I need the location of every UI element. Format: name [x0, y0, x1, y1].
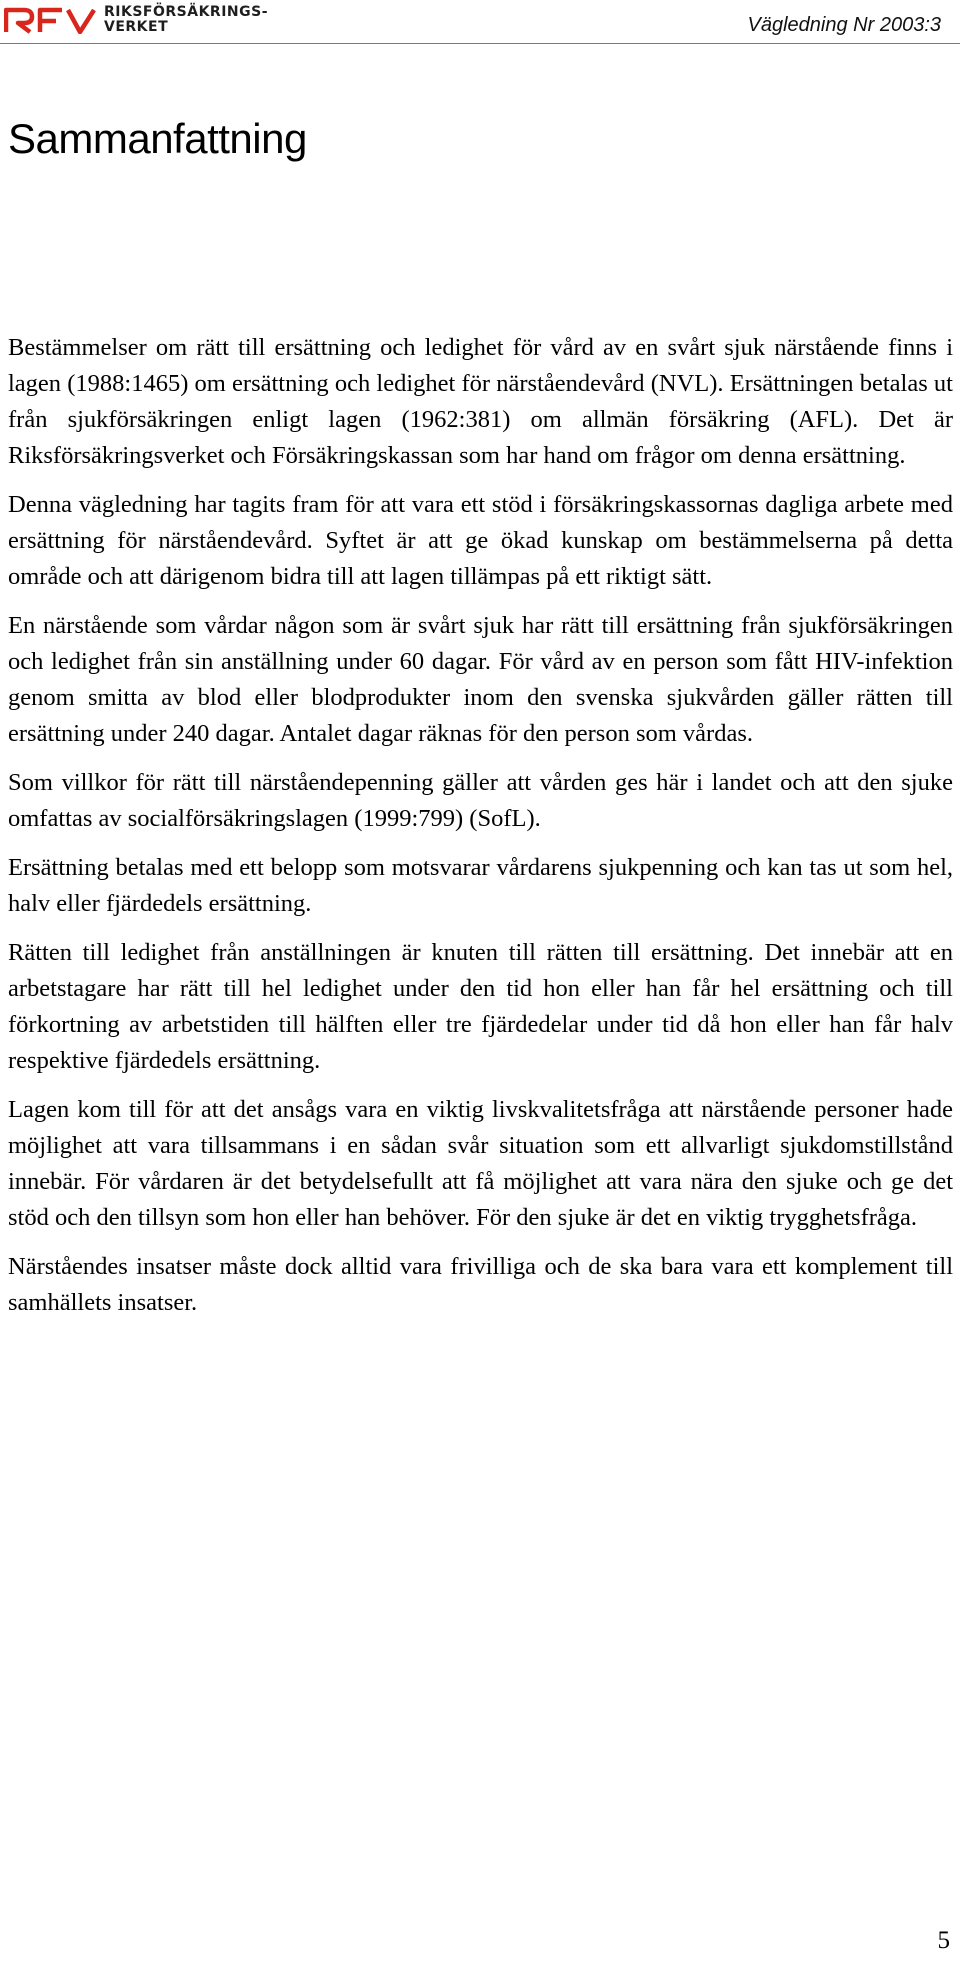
- logo-line-1: RIKSFÖRSÄKRINGS-: [104, 4, 269, 20]
- document-reference: Vägledning Nr 2003:3: [747, 14, 941, 36]
- paragraph: Ersättning betalas med ett belopp som motsvarar vårdarens sjukpenning och kan tas ut som hel, halv eller fjärdedels ersättning.: [8, 854, 953, 917]
- header-divider: [0, 43, 960, 44]
- paragraph: Bestämmelser om rätt till ersättning och ledighet för vård av en svårt sjuk närstående finns i lagen (1988:1465) om ersättning och ledighet för närståendevård (NVL). Ersättningen betalas ut från sjukförsäkringen enligt lagen (1962:381) om allmän försäkring (AFL). Det är Riksförsäkringsverket och Försäkringskassan som har hand om frågor om denna ersättning.: [8, 334, 953, 469]
- paragraph: En närstående som vårdar någon som är svårt sjuk har rätt till ersättning från sjukförsäkringen och ledighet från sin anställning under 60 dagar. För vård av en person som fått HIV-infektion genom smitta av blod eller blodprodukter inom den svenska sjukvården gäller rätten till ersättning under 240 dagar. Antalet dagar räknas för den person som vårdas.: [8, 612, 953, 747]
- logo-wordmark: [104, 5, 268, 35]
- page-number: 5: [937, 1927, 950, 1954]
- rfv-logo: [4, 4, 272, 36]
- page-header: [0, 0, 960, 46]
- summary-body: [8, 330, 953, 1334]
- paragraph: Som villkor för rätt till närståendepenning gäller att vården ges här i landet och att den sjuke omfattas av socialförsäkringslagen (1999:799) (SofL).: [8, 769, 953, 832]
- paragraph: Lagen kom till för att det ansågs vara en viktig livskvalitetsfråga att närstående personer hade möjlighet att vara tillsammans i en sådan svår situation som ett allvarligt sjukdomstillstånd innebär. För vårdaren är det betydelsefullt att få möjlighet att vara nära den sjuke och ge det stöd och den tillsyn som hon eller han behöver. För den sjuke är det en viktig trygghetsfråga.: [8, 1096, 953, 1231]
- paragraph: Denna vägledning har tagits fram för att vara ett stöd i försäkringskassornas dagliga arbete med ersättning för närståendevård. Syftet är att ge ökad kunskap om bestämmelserna på detta område och att därigenom bidra till att lagen tillämpas på ett riktigt sätt.: [8, 491, 953, 590]
- page-title: Sammanfattning: [8, 115, 307, 162]
- rfv-logo-mark: [4, 6, 98, 34]
- paragraph: Närståendes insatser måste dock alltid vara frivilliga och de ska bara vara ett komplement till samhällets insatser.: [8, 1253, 953, 1316]
- logo-line-2: VERKET: [104, 19, 169, 35]
- paragraph: Rätten till ledighet från anställningen är knuten till rätten till ersättning. Det innebär att en arbetstagare har rätt till hel ledighet under den tid hon eller han får hel ersättning och till förkortning av arbetstiden till hälften eller tre fjärdedelar under tid då hon eller han får halv respektive fjärdedels ersättning.: [8, 939, 953, 1074]
